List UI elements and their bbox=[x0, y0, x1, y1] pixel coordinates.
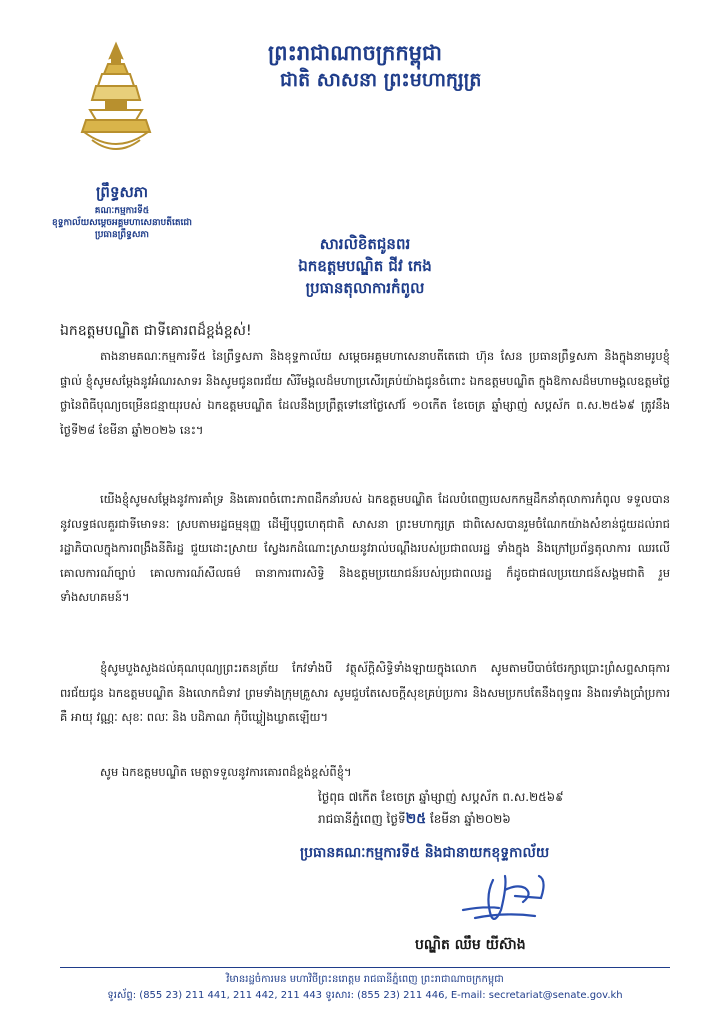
org-line-president: ប្រធានព្រឹទ្ធសភា bbox=[95, 230, 149, 240]
letter-heading: សារលិខិតជូនពរ bbox=[319, 235, 411, 253]
senate-emblem bbox=[78, 40, 154, 158]
place-date bbox=[318, 808, 564, 830]
signer-name: បណ្ឌិត ឈឹម យីស៊ាង bbox=[415, 937, 526, 953]
footer bbox=[60, 972, 670, 1004]
paragraph-3: ខ្ញុំសូមបួងសួងដល់គុណបុណ្យព្រះរតនត្រ័យ កែវទាំងបី វត្ថុស័ក្តិសិទ្ធិទាំងឡាយក្នុងលោក សូមតាមបីបាច់ថែរក្សាប្រោះព្រំសព្ទសាធុការពរជ័យជូន ឯកឧត្តមបណ្ឌិត និងលោកជំទាវ ព្រមទាំងក្រុមគ្រួសារ សូមជួបតែសេចក្តីសុខគ្រប់ប្រការ និងសមប្រកបតែនឹងពុទ្ធពរ និងពរទាំងប្រាំប្រការ គឺ អាយុ វណ្ណៈ សុខៈ ពលៈ និង បដិភាណ កុំបីឃ្លៀងឃ្លាតឡើយ។ bbox=[60, 661, 670, 724]
signature bbox=[455, 866, 555, 930]
kingdom-header: ព្រះរាជាណាចក្រកម្ពុជា bbox=[268, 41, 443, 65]
paragraph-1: តាងនាមគណៈកម្មការទី៥ នៃព្រឹទ្ធសភា និងខុទ្ទកាល័យ សម្តេចអគ្គមហាសេនាបតីតេជោ ហ៊ុន សែន ប្រធានព្រឹទ្ធសភា និងក្នុងនាមរូបខ្ញុំផ្ទាល់ ខ្ញុំសូមសម្តែងនូវអំណរសាទរ និងសូមជូនពរជ័យ សិរីមង្គលដ៏មហាប្រសើរគ្រប់យ៉ាងជូនចំពោះ ឯកឧត្តមបណ្ឌិត ក្នុងឱកាសដ៏មហាមង្គលឧត្តមថ្លៃថ្លានៃពិធីបុណ្យចម្រើនជន្មាយុរបស់ ឯកឧត្តមបណ្ឌិត ដែលនឹងប្រព្រឹត្តទៅនៅថ្ងៃសៅរ៍ ១០កើត ខែចេត្រ ឆ្នាំម្សាញ់ សប្តស័ក ព.ស.២៥៦៩ ត្រូវនឹងថ្ងៃទី២៨ ខែមីនា ឆ្នាំ២០២៦ នេះ។ bbox=[60, 349, 670, 437]
date-block bbox=[318, 786, 564, 830]
paragraph-4: សូម ឯកឧត្តមបណ្ឌិត មេត្តាទទួលនូវការគោរពដ៏ខ្ពង់ខ្ពស់ពីខ្ញុំ។ bbox=[100, 765, 352, 779]
footer-contact: ទូរស័ព្ទ: (855 23) 211 441, 211 442, 211 443 ទូរសារ: (855 23) 211 446, E-mail: secretariat@senate.gov.kh bbox=[107, 990, 623, 1001]
recipient-title: ប្រធានតុលាការកំពូល bbox=[305, 279, 425, 297]
letter-heading-block bbox=[200, 233, 530, 299]
senate-name: ព្រឹទ្ធសភា bbox=[95, 183, 149, 201]
footer-divider bbox=[60, 967, 670, 968]
place-date-prefix: រាជធានីភ្នំពេញ ថ្ងៃទី bbox=[318, 812, 406, 826]
lunar-date: ថ្ងៃពុធ ៧កើត ខែចេត្រ ឆ្នាំម្សាញ់ សប្តស័ក ព.ស.២៥៦៩ bbox=[318, 790, 564, 804]
footer-address: វិមានរដ្ឋចំការមន មហាវិថីព្រះនរោត្តម រាជធានីភ្នំពេញ ព្រះរាជាណាចក្រកម្ពុជា bbox=[226, 974, 504, 985]
org-line-cabinet: ខុទ្ទកាល័យសម្តេចអគ្គមហាសេនាបតីតេជោ bbox=[52, 218, 192, 228]
salutation: ឯកឧត្តមបណ្ឌិត ជាទីគោរពដ៏ខ្ពង់ខ្ពស់! bbox=[60, 323, 252, 339]
recipient-name: ឯកឧត្តមបណ្ឌិត ជីវ កេង bbox=[298, 257, 432, 275]
national-motto: ជាតិ សាសនា ព្រះមហាក្សត្រ bbox=[280, 69, 482, 91]
organization-block bbox=[52, 183, 192, 241]
signer-title: ប្រធានគណៈកម្មការទី៥ និងជានាយកខុទ្ទកាល័យ bbox=[300, 845, 550, 861]
place-date-suffix: ខែមីនា ឆ្នាំ២០២៦ bbox=[426, 812, 511, 826]
org-line-commission: គណៈកម្មការទី៥ bbox=[94, 206, 150, 216]
handwritten-day: ២៥ bbox=[405, 811, 427, 827]
paragraph-2: យើងខ្ញុំសូមសម្តែងនូវការគាំទ្រ និងគោរពចំពោះភាពដឹកនាំរបស់ ឯកឧត្តមបណ្ឌិត ដែលបំពេញបេសកកម្មដឹកនាំតុលាការកំពូល ទទួលបាននូវលទ្ធផលគួរជាទីមោទនៈ ស្របតាមរដ្ឋធម្មនុញ្ញ ដើម្បីបុព្វហេតុជាតិ សាសនា ព្រះមហាក្សត្រ ជាពិសេសបានរួមចំណែកយ៉ាងសំខាន់ជួយដល់រាជរដ្ឋាភិបាលក្នុងការពង្រឹងនីតិរដ្ឋ ជួយដោះស្រាយ ស្វែងរកដំណោះស្រាយនូវរាល់បណ្តឹងរបស់ប្រជាពលរដ្ឋ ទាំងក្នុង និងក្រៅប្រព័ន្ធតុលាការ ឈរលើគោលការណ៍ច្បាប់ គោលការណ៍សីលធម៌ ធានាការពារសិទ្ធិ និងឧត្តមប្រយោជន៍របស់ប្រជាពលរដ្ឋ ក៏ដូចជាផលប្រយោជន៍សង្គមជាតិ រួមទាំងសហគមន៍។ bbox=[60, 492, 670, 604]
